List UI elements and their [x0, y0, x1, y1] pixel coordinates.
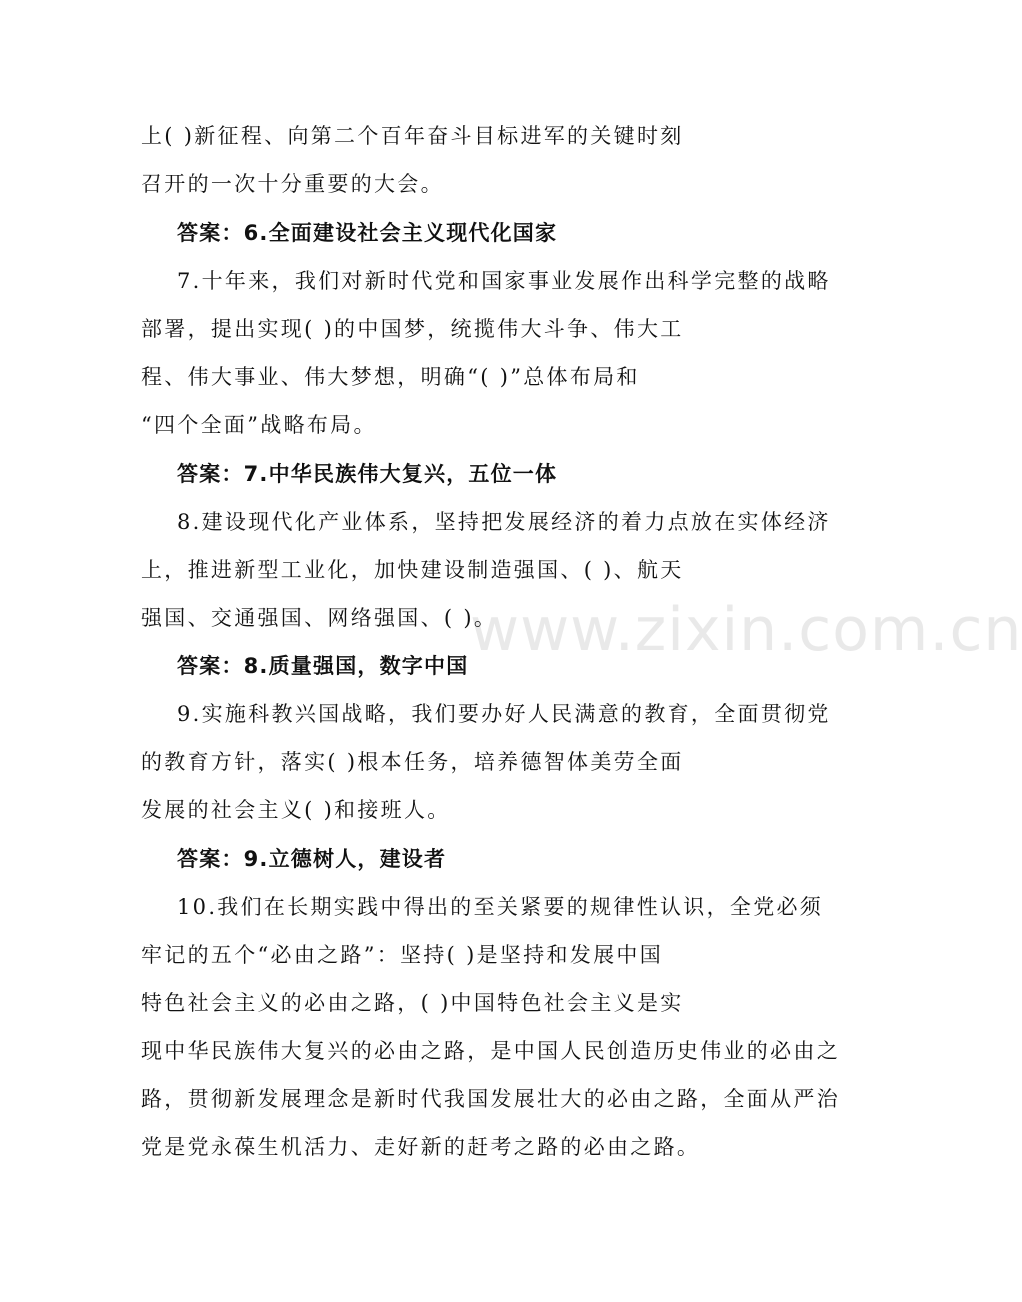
text-line: 特色社会主义的必由之路，( )中国特色社会主义是实	[141, 991, 684, 1015]
answer-line: 答案：8.质量强国，数字中国	[177, 654, 469, 678]
text-line: 发展的社会主义( )和接班人。	[141, 798, 451, 822]
answer-line: 答案：9.立德树人，建设者	[177, 847, 447, 871]
text-line: 上( )新征程、向第二个百年奋斗目标进军的关键时刻	[141, 124, 684, 148]
text-line: 上，推进新型工业化，加快建设制造强国、( )、航天	[141, 558, 684, 582]
answer-line: 答案：6.全面建设社会主义现代化国家	[177, 221, 558, 245]
answer-line: 答案：7.中华民族伟大复兴，五位一体	[177, 462, 558, 486]
text-line: 现中华民族伟大复兴的必由之路，是中国人民创造历史伟业的必由之	[141, 1039, 840, 1063]
text-line: 召开的一次十分重要的大会。	[141, 172, 444, 196]
text-line: 牢记的五个“必由之路”：坚持( )是坚持和发展中国	[141, 943, 664, 967]
watermark: www.zixin.com.cn	[470, 595, 1022, 665]
text-line: 程、伟大事业、伟大梦想，明确“( )”总体布局和	[141, 365, 640, 389]
text-line: 的教育方针，落实( )根本任务，培养德智体美劳全面	[141, 750, 684, 774]
question-line: 9.实施科教兴国战略，我们要办好人民满意的教育，全面贯彻党	[177, 702, 831, 726]
text-line: 强国、交通强国、网络强国、( )。	[141, 606, 498, 630]
question-line: 10.我们在长期实践中得出的至关紧要的规律性认识，全党必须	[177, 895, 824, 919]
question-line: 8.建设现代化产业体系，坚持把发展经济的着力点放在实体经济	[177, 510, 831, 534]
text-line: 党是党永葆生机活力、走好新的赶考之路的必由之路。	[141, 1135, 701, 1159]
question-line: 7.十年来，我们对新时代党和国家事业发展作出科学完整的战略	[177, 269, 831, 293]
text-line: 部署，提出实现( )的中国梦，统揽伟大斗争、伟大工	[141, 317, 684, 341]
text-line: “四个全面”战略布局。	[141, 413, 377, 437]
text-line: 路，贯彻新发展理念是新时代我国发展壮大的必由之路，全面从严治	[141, 1087, 840, 1111]
